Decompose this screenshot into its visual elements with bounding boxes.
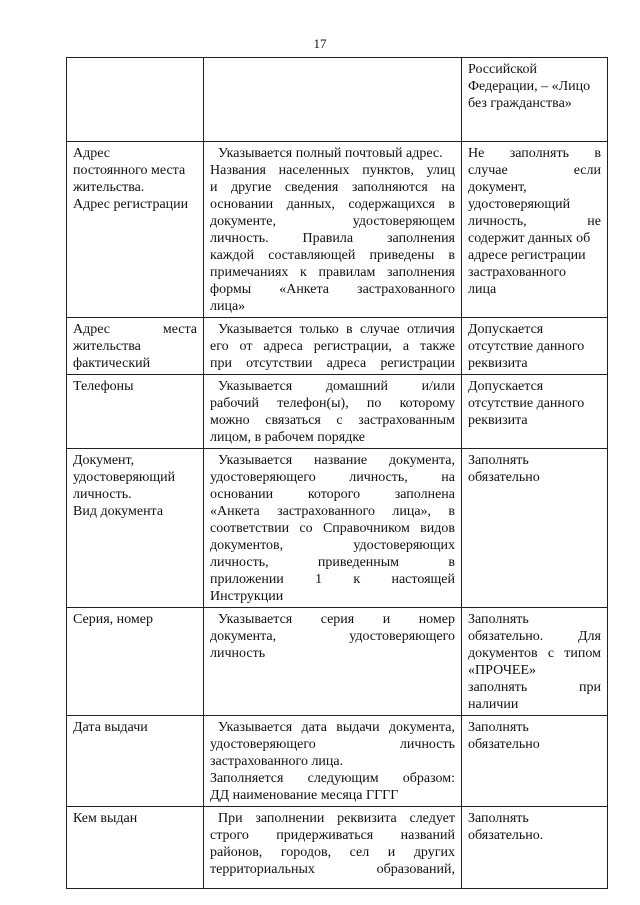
instruction-text-line: основании данных, содержащихся в (210, 197, 455, 212)
instruction-cell (204, 716, 462, 807)
field-text-line: Серия, номер (73, 612, 153, 627)
instruction-text-line: примечаниях к правилам заполнения (210, 265, 455, 280)
instruction-text-line: Инструкции (210, 589, 284, 604)
instruction-text-line: при отсутствии адреса регистрации (210, 356, 455, 371)
instruction-text-line: документов, удостоверяющих (210, 538, 455, 553)
table-row (67, 716, 608, 807)
instruction-text-line: можно связаться с застрахованным (210, 413, 455, 428)
note-text-line: застрахованного (468, 265, 566, 280)
instruction-text-line: лица» (210, 299, 246, 314)
field-cell (67, 716, 204, 807)
note-text-line: без гражданства» (468, 96, 572, 111)
field-text-line: Кем выдан (73, 811, 138, 826)
note-text-line: отсутствие данного (468, 396, 585, 411)
instruction-text-line: Указывается только в случае отличия (218, 322, 455, 337)
field-text-line: удостоверяющий (73, 470, 176, 485)
instruction-text-line: рабочий телефон(ы), по которому (210, 396, 455, 411)
note-text-line: документов с типом (468, 646, 601, 661)
note-text-line: Заполнять (468, 720, 529, 735)
instruction-text-line: личность, приведенным в (210, 555, 455, 570)
field-text-line: Дата выдачи (73, 720, 148, 735)
note-text-line: Российской (468, 62, 537, 77)
note-text-line: удостоверяющий (468, 197, 571, 212)
instruction-text-line: Заполняется следующим образом: (210, 771, 455, 786)
instruction-text-line: документа, удостоверяющего (210, 629, 455, 644)
field-text-line: Адрес (73, 146, 111, 161)
instruction-cell (204, 449, 462, 608)
note-text-line: Допускается (468, 322, 544, 337)
instruction-text-line: личность (210, 646, 266, 661)
note-cell (462, 318, 608, 375)
page-number: 17 (313, 36, 327, 51)
instruction-text-line: формы «Анкета застрахованного (210, 282, 455, 297)
note-text-line: отсутствие данного (468, 339, 585, 354)
field-text-line: Адрес места (73, 322, 197, 337)
instruction-text-line: документе, удостоверяющем (210, 214, 455, 229)
note-text-line: обязательно (468, 737, 540, 752)
note-text-line: Заполнять (468, 453, 529, 468)
instruction-text-line: личность. Правила заполнения (210, 231, 455, 246)
field-cell (67, 375, 204, 449)
field-text-line: жительства (73, 339, 141, 354)
instructions-table (66, 57, 608, 889)
instruction-text-line: Указывается домашний и/или (218, 379, 455, 394)
note-text-line: заполнять при (468, 680, 601, 695)
instruction-cell (204, 318, 462, 375)
instruction-cell (204, 807, 462, 889)
note-text-line: обязательно (468, 470, 540, 485)
table-body (67, 58, 608, 889)
instruction-text-line: удостоверяющего личность (210, 737, 455, 752)
note-text-line: наличии (468, 697, 519, 712)
instruction-text-line: и другие сведения заполняются на (210, 180, 455, 195)
instruction-text-line: При заполнении реквизита следует (218, 811, 455, 826)
instruction-text-line: основании которого заполнена (210, 487, 455, 502)
instruction-text-line: застрахованного лица. (210, 754, 344, 769)
field-cell (67, 142, 204, 318)
note-text-line: Допускается (468, 379, 544, 394)
table-row (67, 375, 608, 449)
field-cell (67, 807, 204, 889)
table-row (67, 318, 608, 375)
instruction-text-line: лицом, в рабочем порядке (210, 430, 365, 445)
note-cell (462, 58, 608, 142)
field-text-line: жительства. (73, 180, 145, 195)
field-text-line: постоянного места (73, 163, 186, 178)
instruction-text-line: соответствии со Справочником видов (210, 521, 455, 536)
field-text-line: фактический (73, 356, 151, 371)
instruction-text-line: приложении 1 к настоящей (210, 572, 455, 587)
instruction-cell (204, 375, 462, 449)
note-text-line: адресе регистрации (468, 248, 586, 263)
field-cell (67, 608, 204, 716)
instruction-text-line: «Анкета застрахованного лица», в (210, 504, 455, 519)
field-cell (67, 318, 204, 375)
table-row (67, 449, 608, 608)
field-text-line: личность. (73, 487, 132, 502)
note-text-line: Заполнять (468, 612, 529, 627)
field-text-line: Телефоны (73, 379, 134, 394)
field-cell (67, 449, 204, 608)
instruction-text-line: территориальных образований, (210, 862, 455, 877)
field-text-line: Документ, (73, 453, 135, 468)
note-text-line: случае если (468, 163, 601, 178)
note-cell (462, 716, 608, 807)
field-text-line: Вид документа (73, 504, 164, 519)
note-text-line: «ПРОЧЕЕ» (468, 663, 537, 678)
note-cell (462, 375, 608, 449)
instruction-text-line: Указывается полный почтовый адрес. (218, 146, 443, 161)
note-text-line: лица (468, 282, 497, 297)
instruction-text-line: удостоверяющего личность, на (210, 470, 455, 485)
instruction-text-line: строго придерживаться названий (210, 828, 455, 843)
field-text-line: Адрес регистрации (73, 197, 189, 212)
instruction-text-line: Указывается дата выдачи документа, (218, 720, 455, 735)
table-row (67, 58, 608, 142)
note-cell (462, 807, 608, 889)
instruction-text-line: районов, городов, сел и других (210, 845, 455, 860)
instruction-cell (204, 58, 462, 142)
table-row (67, 142, 608, 318)
note-text-line: Заполнять (468, 811, 529, 826)
field-cell (67, 58, 204, 142)
table-row (67, 807, 608, 889)
instruction-cell (204, 142, 462, 318)
note-text-line: личность, не (468, 214, 601, 229)
note-text-line: обязательно. (468, 828, 544, 843)
instruction-text-line: его от адреса регистрации, а также (210, 339, 455, 354)
note-text-line: Федерации, – «Лицо (468, 79, 591, 94)
note-cell (462, 142, 608, 318)
note-text-line: реквизита (468, 413, 528, 428)
note-text-line: содержит данных об (468, 231, 591, 246)
note-text-line: реквизита (468, 356, 528, 371)
table-row (67, 608, 608, 716)
instruction-text-line: Названия населенных пунктов, улиц (210, 163, 455, 178)
instruction-cell (204, 608, 462, 716)
note-text-line: обязательно. Для (468, 629, 601, 644)
instruction-text-line: ДД наименование месяца ГГГГ (210, 788, 399, 803)
note-cell (462, 449, 608, 608)
note-text-line: документ, (468, 180, 527, 195)
instruction-text-line: Указывается серия и номер (218, 612, 455, 627)
note-text-line: Не заполнять в (468, 146, 601, 161)
instruction-text-line: Указывается название документа, (218, 453, 455, 468)
instruction-text-line: каждой составляющей приведены в (210, 248, 455, 263)
note-cell (462, 608, 608, 716)
